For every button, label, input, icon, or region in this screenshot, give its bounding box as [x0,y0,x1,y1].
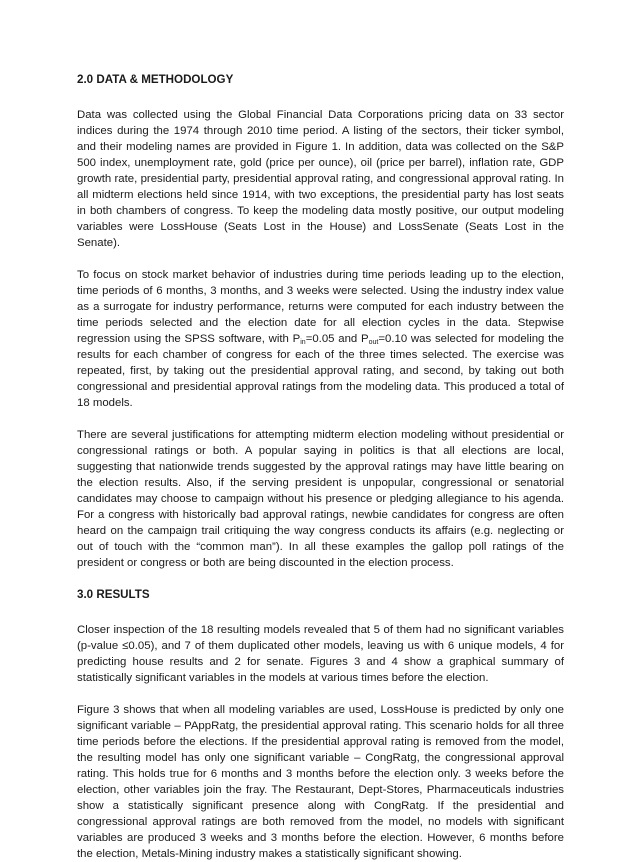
section-heading-results: 3.0 RESULTS [77,588,150,601]
paragraph-time-periods-text-b: =0.05 and P [305,333,369,345]
paragraph-justifications: There are several justifications for attempting midterm election modeling without presidential or congressional ratings or both. A popular saying in politics is that all elections are local, suggesting that nationwide trends suggested by the approval ratings may have little bearing on the election results. Also, if the serving president is unpopular, congressional or senatorial candidates may choose to campaign without his presence or pledging allegiance to his agenda. For a congress with historically bad approval ratings, newbie candidates for congress are often heard on the campaign trail critiquing the way congress conducts its affairs (e.g. neglecting or out of touch with the “common man”). In all these examples the gallop poll ratings of the president or congress or both are being discounted in the election process. [77,429,564,569]
p-out-subscript: out [368,339,379,346]
paragraph-time-periods-text-c: =0.10 was selected for modeling the results for each chamber of congress for each of the three times selected. The exercise was repeated, first, by taking out the presidential approval rating, and second, by taking out both congressional and presidential approval ratings from the modeling data. This produced a total of 18 models. [77,333,564,409]
paragraph-time-periods-text-a: To focus on stock market behavior of industries during time periods leading up to the election, time periods of 6 months, 3 months, and 3 weeks were selected. Using the industry index value as a surrogate for industry performance, returns were computed for each industry between the time periods selected and the election date for all election cycles in the data. Stepwise regression using the SPSS software, with P [77,269,564,345]
paragraph-results-figure3: Figure 3 shows that when all modeling variables are used, LossHouse is predicted by only one significant variable – PAppRatg, the presidential approval rating. This scenario holds for all three time periods before the elections. If the presidential approval rating is removed from the model, the resulting model has only one significant variable – CongRatg, the congressional approval rating. This holds true for 6 months and 3 months before the election only. 3 weeks before the election, other variables join the fray. The Restaurant, Dept-Stores, Pharmaceuticals industries show a statistically significant presence along with CongRatg. If the presidential and congressional approval ratings are both removed from the model, no models with significant variables are produced 3 weeks and 3 months before the election. However, 6 months before the election, Metals-Mining industry makes a statistically significant showing. [77,704,564,860]
paragraph-time-periods [77,267,564,411]
paragraph-data-collection: Data was collected using the Global Financial Data Corporations pricing data on 33 sector indices during the 1974 through 2010 time period. A listing of the sectors, their ticker symbol, and their modeling names are provided in Figure 1. In addition, data was collected on the S&P 500 index, unemployment rate, gold (price per ounce), oil (price per barrel), inflation rate, GDP growth rate, presidential party, presidential approval rating, and congressional approval rating. In all midterm elections held since 1914, with two exceptions, the presidential party has lost seats in both chambers of congress. To keep the modeling data mostly positive, our output modeling variables were LossHouse (Seats Lost in the House) and LossSenate (Seats Lost in the Senate). [77,109,564,249]
section-heading-methodology: 2.0 DATA & METHODOLOGY [77,73,234,86]
paragraph-results-inspection: Closer inspection of the 18 resulting models revealed that 5 of them had no significant variables (p-value ≤0.05), and 7 of them duplicated other models, leaving us with 6 unique models, 4 for predicting house results and 2 for senate. Figures 3 and 4 show a graphical summary of statistically significant variables in the models at various times before the election. [77,624,564,684]
p-in-subscript: in [300,339,306,346]
document-body [77,72,564,862]
